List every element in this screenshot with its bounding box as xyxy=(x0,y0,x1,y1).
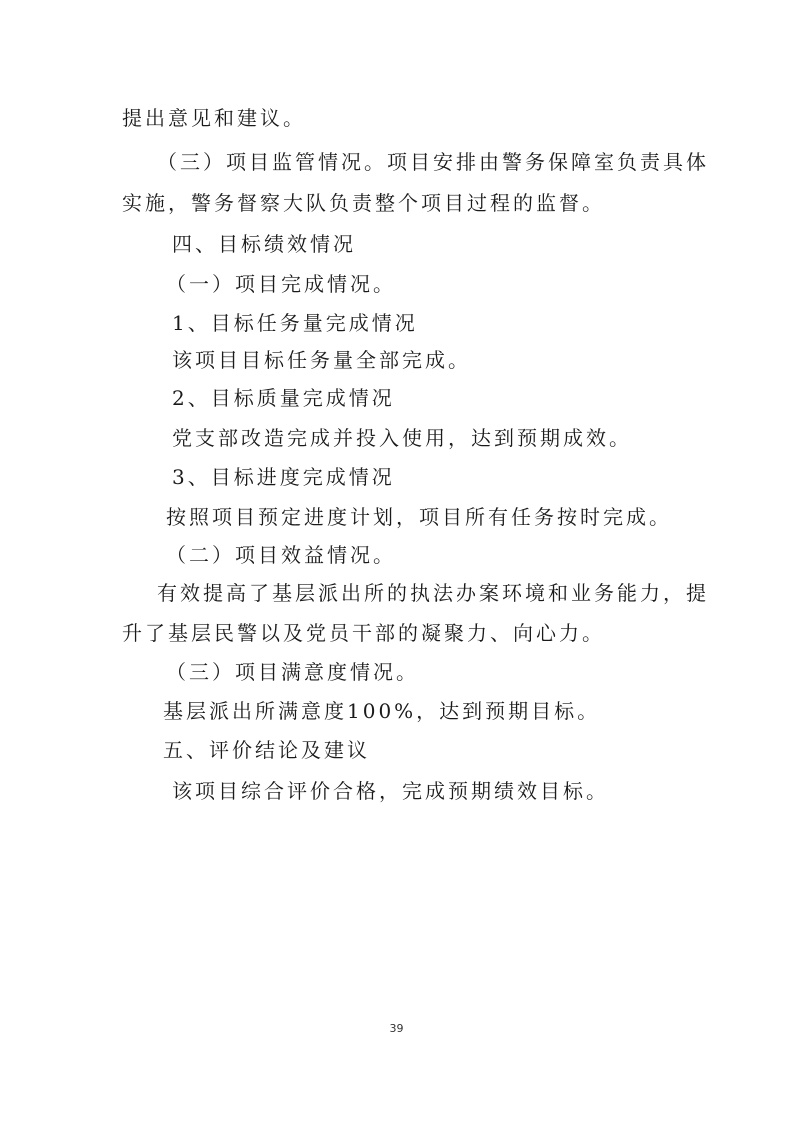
item-heading: 3、目标进度完成情况 xyxy=(172,465,395,489)
paragraph-line: 该项目综合评价合格，完成预期绩效目标。 xyxy=(172,779,609,803)
paragraph-line: 提出意见和建议。 xyxy=(122,106,306,130)
item-heading: 2、目标质量完成情况 xyxy=(172,386,395,410)
subsection-heading: （二）项目效益情况。 xyxy=(166,543,396,567)
paragraph-line: 有效提高了基层派出所的执法办案环境和业务能力，提 xyxy=(157,581,709,605)
section-heading: 五、评价结论及建议 xyxy=(163,738,370,762)
paragraph-line: 实施，警务督察大队负责整个项目过程的监督。 xyxy=(122,191,605,215)
page-number: 39 xyxy=(389,1022,404,1035)
paragraph-line: 该项目目标任务量全部完成。 xyxy=(172,348,471,372)
subsection-heading: （一）项目完成情况。 xyxy=(166,272,396,296)
paragraph-line: 升了基层民警以及党员干部的凝聚力、向心力。 xyxy=(122,621,605,645)
paragraph-line: 按照项目预定进度计划，项目所有任务按时完成。 xyxy=(166,505,672,529)
item-heading: 1、目标任务量完成情况 xyxy=(172,311,418,335)
paragraph-line: （三）项目监管情况。项目安排由警务保障室负责具体 xyxy=(157,150,709,174)
paragraph-line: 基层派出所满意度100%，达到预期目标。 xyxy=(163,699,601,723)
paragraph-line: 党支部改造完成并投入使用，达到预期成效。 xyxy=(172,426,632,450)
subsection-heading: （三）项目满意度情况。 xyxy=(166,660,419,684)
section-heading: 四、目标绩效情况 xyxy=(172,232,356,256)
